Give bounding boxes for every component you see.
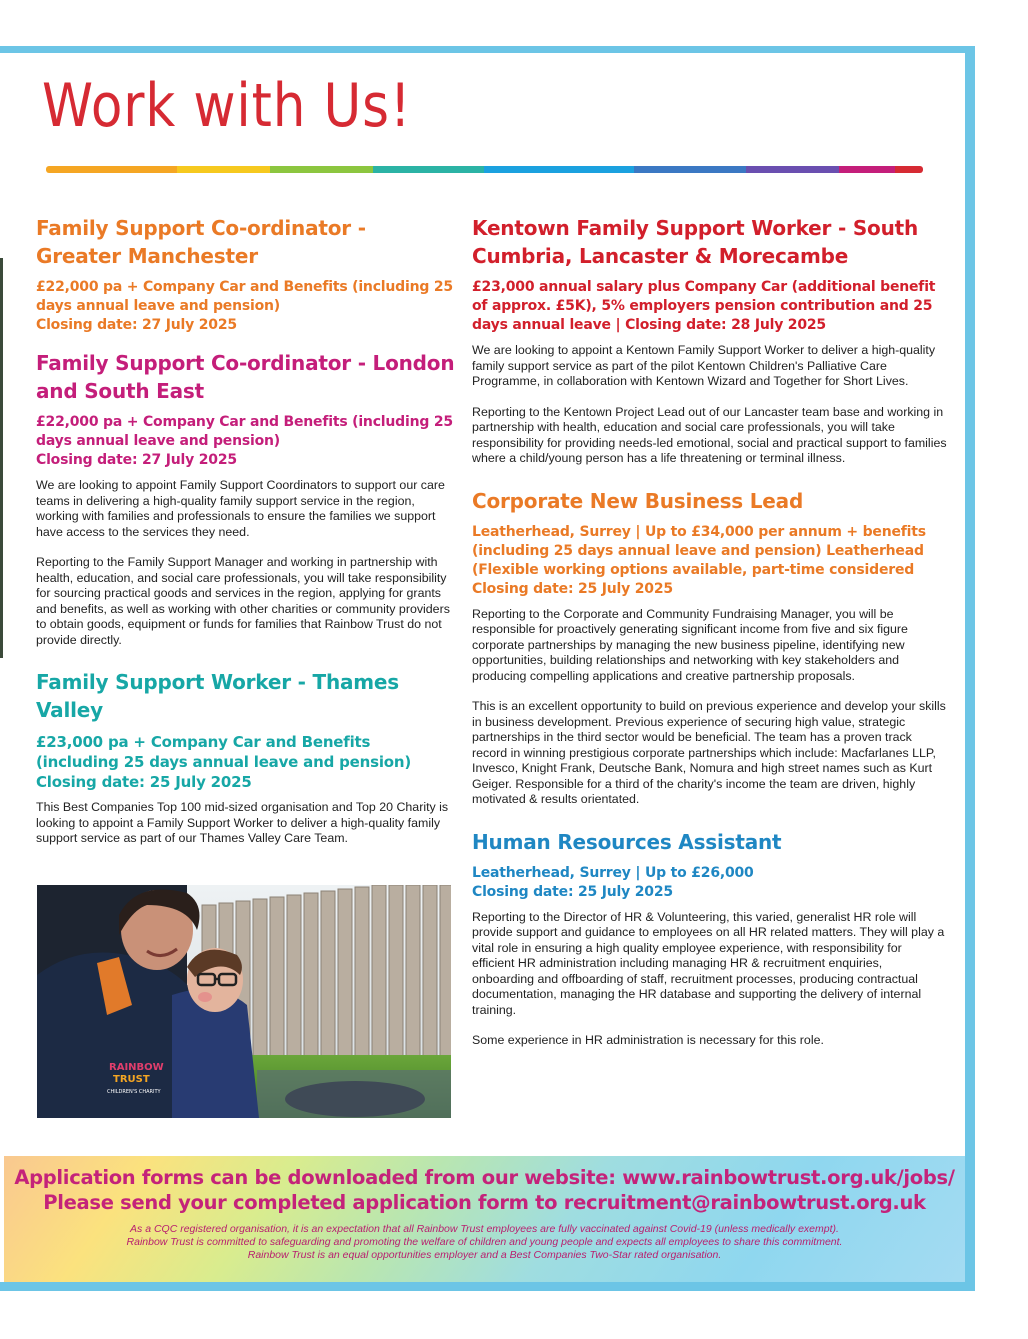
job-closing-date: Closing date: 25 July 2025: [472, 580, 673, 597]
job-salary: £23,000 pa + Company Car and Benefits (including 25 days annual leave and pension): [36, 733, 412, 771]
job-salary: £23,000 annual salary plus Company Car (additional benefit of approx. £5K), 5% employers pension contribution and 25 days annual leave | Closing date: 28 July 2025: [472, 279, 936, 333]
job-title: Family Support Worker - Thames Valley: [36, 670, 399, 722]
right-column: [472, 214, 947, 1063]
logo-line: CHILDREN'S CHARITY: [107, 1089, 161, 1095]
job-salary: Leatherhead, Surrey | Up to £34,000 per annum + benefits (including 25 days annual leave and pension) Leatherhead (Flexible working options available, part-time considered: [472, 523, 926, 578]
job-paragraph: Some experience in HR administration is necessary for this role.: [472, 1033, 824, 1047]
photo-illustration: [37, 885, 451, 1118]
rule-segment: [270, 166, 373, 173]
rule-segment: [373, 166, 485, 173]
job-title: Human Resources Assistant: [472, 829, 782, 854]
job-listing: [472, 214, 947, 467]
job-paragraph: We are looking to appoint Family Support Coordinators to support our care teams in delivering a high-quality family support service in the region, working with families and professionals to ensure the families we support have access to the services they need.: [36, 478, 445, 539]
job-paragraph: Reporting to the Kentown Project Lead out of our Lancaster team base and working in partnership with health, education and social care professionals, you will take responsibility for providing needs-led emotional, social and practical support to families where a child/young person has a life threatening or terminal illness.: [472, 404, 947, 465]
job-closing-date: Closing date: 25 July 2025: [472, 883, 673, 900]
job-description: [36, 478, 456, 648]
page-title: Work with Us!: [42, 71, 412, 141]
job-closing-date: Closing date: 27 July 2025: [36, 317, 237, 333]
job-listing: [36, 214, 456, 335]
rule-segment: [634, 166, 746, 173]
job-paragraph: Reporting to the Corporate and Community Fundraising Manager, you will be responsible for proactively generating significant income from five and six figure corporate partnerships by managing the new business pipeline, identifying new opportunities, building relationships and networking with key stakeholders and producing compelling applications and creative partnership proposals.: [472, 606, 908, 683]
job-listing: [36, 349, 456, 648]
job-listing: [472, 828, 947, 1049]
rule-segment: [895, 166, 923, 173]
job-paragraph: This Best Companies Top 100 mid-sized organisation and Top 20 Charity is looking to appoint a Family Support Worker to deliver a high-quality family support service as part of our Thames Valley Care Team.: [36, 800, 449, 845]
job-title: Family Support Co-ordinator - London and South East: [36, 351, 455, 403]
job-closing-date: Closing date: 27 July 2025: [36, 452, 237, 468]
website-link-line[interactable]: Application forms can be downloaded from our website: www.rainbowtrust.org.uk/jobs/: [14, 1166, 955, 1189]
safeguarding-notice: Rainbow Trust is committed to safeguarding and promoting the welfare of children and young people and expects all employees to share this commitment.: [126, 1236, 843, 1248]
application-banner: [4, 1156, 965, 1282]
job-title: Corporate New Business Lead: [472, 488, 804, 513]
job-title: Family Support Co-ordinator - Greater Manchester: [36, 216, 366, 268]
job-description: [472, 910, 947, 1049]
logo-line: RAINBOW: [109, 1062, 164, 1073]
job-salary: £22,000 pa + Company Car and Benefits (including 25 days annual leave and pension): [36, 414, 453, 449]
rule-segment: [177, 166, 270, 173]
job-description: [36, 800, 456, 847]
job-description: [472, 607, 947, 808]
left-column: [36, 214, 456, 861]
job-description: [472, 343, 947, 467]
rule-segment: [484, 166, 633, 173]
job-closing-date: Closing date: 25 July 2025: [36, 773, 252, 791]
email-link-line[interactable]: Please send your completed application form to recruitment@rainbowtrust.org.uk: [43, 1191, 926, 1214]
equal-opportunities-notice: Rainbow Trust is an equal opportunities employer and a Best Companies Two-Star rated organisation.: [247, 1249, 722, 1261]
logo-line: TRUST: [113, 1074, 150, 1085]
job-title: Kentown Family Support Worker - South Cumbria, Lancaster & Morecambe: [472, 216, 919, 268]
frame-top-border: [0, 46, 975, 53]
job-paragraph: Reporting to the Family Support Manager and working in partnership with health, education, and social care professionals, you will take responsibility for sourcing practical goods and services in the region, applying for grants and benefits, as well as working with other charities or community providers to obtain goods, equipment or funds for families that Rainbow Trust do not provide directly.: [36, 555, 450, 647]
left-edge-photo-strip: [0, 258, 3, 658]
rainbow-divider: [46, 166, 923, 173]
rule-segment: [46, 166, 177, 173]
job-paragraph: Reporting to the Director of HR & Volunteering, this varied, generalist HR role will provide support and guidance to employees on all HR related matters. They will play a vital role in ensuring a high quality employee experience, with responsibility for efficient HR administration including managing HR & recruitment enquiries, onboarding and offboarding of staff, recruitment processes, producing contractual documentation, managing the HR database and supporting the delivery of internal training.: [472, 909, 945, 1017]
job-salary: £22,000 pa + Company Car and Benefits (including 25 days annual leave and pension): [36, 279, 453, 314]
vaccination-notice: As a CQC registered organisation, it is an expectation that all Rainbow Trust employees are fully vaccinated against Covid-19 (unless medically exempt).: [130, 1223, 839, 1235]
rule-segment: [839, 166, 895, 173]
job-listing: [472, 487, 947, 808]
job-paragraph: We are looking to appoint a Kentown Family Support Worker to deliver a high-quality family support service as part of the pilot Kentown Children's Palliative Care Programme, in collaboration with Kentown Wizard and Together for Short Lives.: [472, 343, 936, 388]
job-listing: [36, 668, 456, 847]
job-paragraph: This is an excellent opportunity to build on previous experience and develop your skills in business development. Previous experience of securing high value, strategic partnerships in the third sector would be beneficial. The team has a proven track record in winning prestigious corporate partnerships which include: Macfarlanes LLP, Invesco, Knight Frank, Deutsche Bank, Nomura and high street names such as Kurt Geiger. Responsible for a third of the charity's income the team are driven, highly motivated & results orientated.: [472, 699, 946, 806]
frame-bottom-border: [0, 1282, 975, 1291]
rule-segment: [746, 166, 839, 173]
job-salary: Leatherhead, Surrey | Up to £26,000: [472, 864, 754, 881]
staff-with-child-photo: [37, 885, 451, 1118]
frame-right-border: [965, 46, 975, 1291]
